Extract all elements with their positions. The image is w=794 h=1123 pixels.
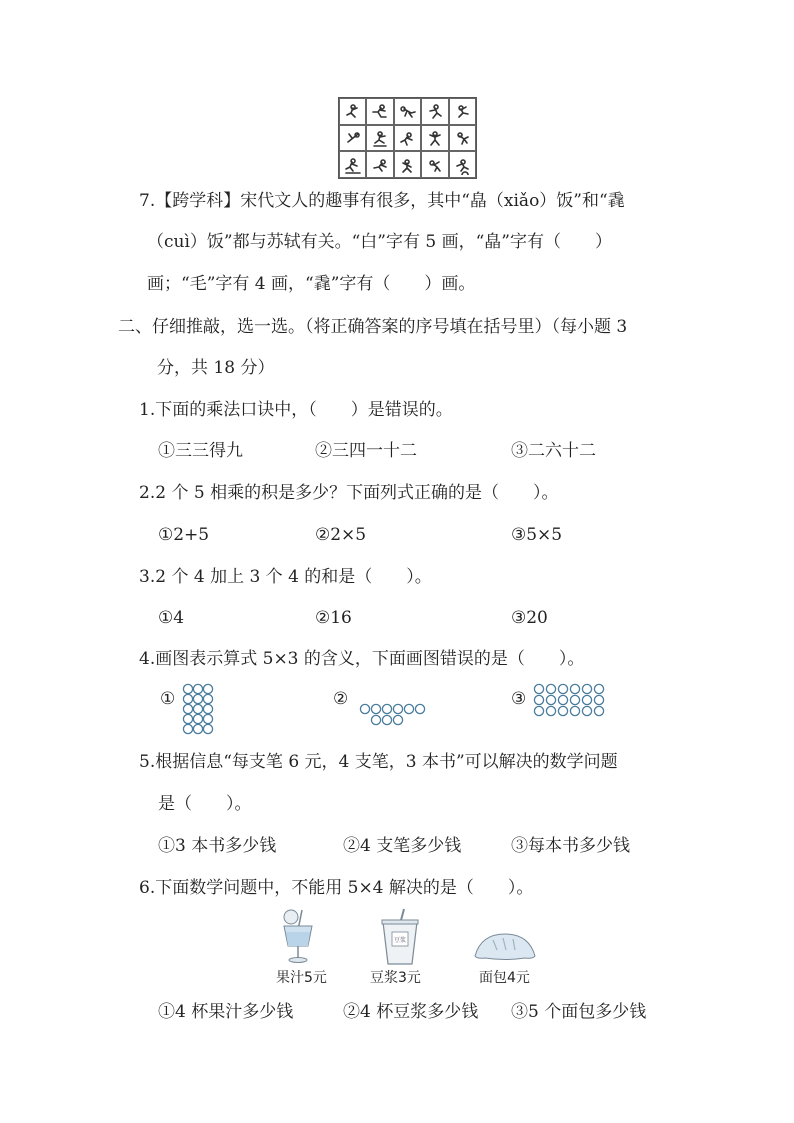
q6-option-2: ②4 杯豆浆多少钱 — [343, 1002, 479, 1022]
q5-option-1: ①3 本书多少钱 — [158, 836, 277, 856]
athlete-pictogram-icon — [421, 151, 448, 178]
athlete-pictogram-icon — [449, 98, 476, 125]
q5-option-3: ③每本书多少钱 — [511, 836, 630, 856]
q3-option-3: ③20 — [511, 608, 548, 628]
section2-heading-line-2: 分，共 18 分） — [157, 358, 275, 378]
q2-option-3: ③5×5 — [511, 525, 563, 545]
soymilk-price-label: 豆浆3元 — [370, 970, 421, 986]
q3-option-2: ②16 — [315, 608, 352, 628]
q2-option-2: ②2×5 — [315, 525, 367, 545]
q7-line-1: 7.【跨学科】宋代文人的趣事有很多，其中“皛（xiǎo）饭”和“毳 — [139, 191, 625, 211]
athlete-pictogram-icon — [394, 151, 421, 178]
q4-stem: 4.画图表示算式 5×3 的含义，下面画图错误的是（ ）。 — [139, 649, 585, 669]
q4-dot-diagram-1 — [182, 683, 224, 741]
q5-stem-line-2: 是（ ）。 — [158, 794, 252, 814]
sport-pictogram-grid — [338, 97, 477, 179]
athlete-pictogram-icon — [449, 125, 476, 152]
q7-line-2: （cuì）饭”都与苏轼有关。“白”字有 5 画，“皛”字有（ ） — [147, 232, 612, 252]
q6-stem: 6.下面数学问题中，不能用 5×4 解决的是（ ）。 — [139, 878, 534, 898]
q1-option-2: ②三四一十二 — [315, 441, 417, 461]
athlete-pictogram-icon — [421, 125, 448, 152]
bread-icon — [473, 930, 537, 966]
athlete-pictogram-icon — [339, 98, 366, 125]
athlete-pictogram-icon — [366, 125, 393, 152]
athlete-pictogram-icon — [394, 125, 421, 152]
q7-line-3: 画；“毛”字有 4 画，“毳”字有（ ）画。 — [147, 274, 476, 294]
q4-dot-diagram-2 — [358, 701, 432, 731]
athlete-pictogram-icon — [339, 151, 366, 178]
q4-dot-diagram-3 — [533, 683, 605, 721]
athlete-pictogram-icon — [366, 98, 393, 125]
q3-stem: 3.2 个 4 加上 3 个 4 的和是（ ）。 — [139, 567, 432, 587]
athlete-pictogram-icon — [366, 151, 393, 178]
soymilk-cup-icon — [378, 908, 422, 972]
q1-option-3: ③二六十二 — [511, 441, 596, 461]
q4-option-2: ② — [333, 689, 349, 709]
q5-option-2: ②4 支笔多少钱 — [343, 836, 462, 856]
athlete-pictogram-icon — [449, 151, 476, 178]
q6-option-3: ③5 个面包多少钱 — [511, 1002, 647, 1022]
section2-heading-line-1: 二、仔细推敲，选一选。（将正确答案的序号填在括号里）（每小题 3 — [118, 317, 628, 337]
q5-stem-line-1: 5.根据信息“每支笔 6 元，4 支笔，3 本书”可以解决的数学问题 — [139, 752, 618, 772]
bread-price-label: 面包4元 — [479, 970, 530, 986]
athlete-pictogram-icon — [421, 98, 448, 125]
q4-option-1: ① — [160, 689, 176, 709]
soymilk-cup-text: 豆浆 — [393, 937, 407, 944]
juice-glass-icon — [276, 908, 324, 970]
juice-price-label: 果汁5元 — [276, 970, 327, 986]
q1-option-1: ①三三得九 — [158, 441, 243, 461]
q2-stem: 2.2 个 5 相乘的积是多少？下面列式正确的是（ ）。 — [139, 483, 559, 503]
athlete-pictogram-icon — [339, 125, 366, 152]
q1-stem: 1.下面的乘法口诀中，（ ）是错误的。 — [139, 400, 453, 420]
q3-option-1: ①4 — [158, 608, 185, 628]
q6-option-1: ①4 杯果汁多少钱 — [158, 1002, 294, 1022]
q2-option-1: ①2+5 — [158, 525, 210, 545]
athlete-pictogram-icon — [394, 98, 421, 125]
q4-option-3: ③ — [511, 689, 527, 709]
